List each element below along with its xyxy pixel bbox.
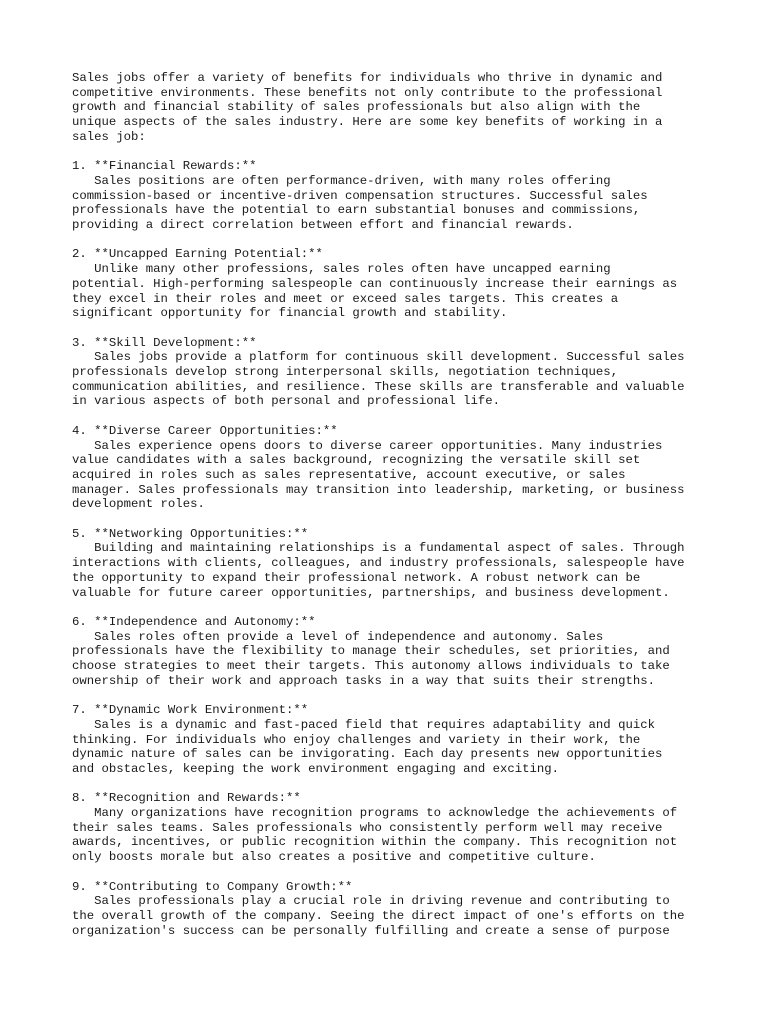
benefit-item-4 [72, 424, 732, 512]
benefit-line: Sales experience opens doors to diverse career opportunities. Many industries [72, 438, 663, 453]
benefit-line: Sales professionals play a crucial role in driving revenue and contributing to [72, 894, 670, 909]
benefit-heading: 5. **Networking Opportunities:** [72, 526, 309, 541]
intro-line: Sales jobs offer a variety of benefits for individuals who thrive in dynamic and [72, 71, 663, 85]
benefit-line: awards, incentives, or public recognition within the company. This recognition not [72, 835, 678, 850]
benefit-heading: 8. **Recognition and Rewards:** [72, 791, 301, 806]
intro-line: sales job: [72, 129, 146, 144]
benefit-heading: 1. **Financial Rewards:** [72, 159, 257, 174]
intro-line: competitive environments. These benefits not only contribute to the professional [72, 85, 663, 100]
benefit-line: valuable for future career opportunities, partnerships, and business development. [72, 585, 670, 600]
benefit-item-3 [72, 336, 732, 410]
intro-paragraph [72, 71, 732, 145]
benefit-line: professionals have the flexibility to manage their schedules, set priorities, and [72, 644, 670, 659]
benefit-line: communication abilities, and resilience. These skills are transferable and valuable [72, 379, 685, 394]
benefit-line: their sales teams. Sales professionals who consistently perform well may receive [72, 820, 663, 835]
benefit-line: they excel in their roles and meet or exceed sales targets. This creates a [72, 291, 619, 306]
benefit-line: Sales positions are often performance-driven, with many roles offering [72, 173, 611, 188]
benefit-heading: 9. **Contributing to Company Growth:** [72, 879, 353, 894]
benefit-line: Sales is a dynamic and fast-paced field that requires adaptability and quick [72, 717, 655, 732]
benefit-heading: 4. **Diverse Career Opportunities:** [72, 423, 338, 438]
benefit-item-9 [72, 880, 732, 939]
benefit-line: dynamic nature of sales can be invigorating. Each day presents new opportunities [72, 747, 663, 762]
benefit-line: Sales jobs provide a platform for continuous skill development. Successful sales [72, 350, 685, 365]
benefit-line: professionals develop strong interpersonal skills, negotiation techniques, [72, 365, 619, 380]
intro-line: unique aspects of the sales industry. Here are some key benefits of working in a [72, 115, 663, 130]
benefit-line: providing a direct correlation between effort and financial rewards. [72, 218, 574, 233]
benefit-line: only boosts morale but also creates a positive and competitive culture. [72, 850, 596, 865]
benefit-line: potential. High-performing salespeople can continuously increase their earnings as [72, 276, 678, 291]
benefit-line: development roles. [72, 497, 205, 512]
benefit-line: thinking. For individuals who enjoy challenges and variety in their work, the [72, 732, 641, 747]
benefit-heading: 6. **Independence and Autonomy:** [72, 614, 316, 629]
benefit-line: and obstacles, keeping the work environment engaging and exciting. [72, 761, 560, 776]
benefit-item-6 [72, 615, 732, 689]
benefit-line: ownership of their work and approach tasks in a way that suits their strengths. [72, 673, 655, 688]
benefit-line: significant opportunity for financial growth and stability. [72, 306, 508, 321]
benefit-line: Unlike many other professions, sales roles often have uncapped earning [72, 262, 611, 277]
benefit-item-1 [72, 159, 732, 233]
benefit-heading: 3. **Skill Development:** [72, 335, 257, 350]
benefit-line: interactions with clients, colleagues, and industry professionals, salespeople have [72, 556, 685, 571]
benefit-line: in various aspects of both personal and professional life. [72, 394, 501, 409]
benefit-line: professionals have the potential to earn substantial bonuses and commissions, [72, 203, 641, 218]
benefit-item-5 [72, 527, 732, 601]
benefit-heading: 2. **Uncapped Earning Potential:** [72, 247, 323, 262]
benefit-line: Sales roles often provide a level of independence and autonomy. Sales [72, 629, 604, 644]
benefit-item-7 [72, 703, 732, 777]
benefit-line: choose strategies to meet their targets. This autonomy allows individuals to take [72, 659, 670, 674]
benefit-line: value candidates with a sales background, recognizing the versatile skill set [72, 453, 641, 468]
intro-line: growth and financial stability of sales professionals but also align with the [72, 100, 641, 115]
benefit-line: Many organizations have recognition programs to acknowledge the achievements of [72, 806, 678, 821]
document-page [72, 71, 732, 953]
benefit-line: commission-based or incentive-driven compensation structures. Successful sales [72, 188, 648, 203]
benefit-line: the overall growth of the company. Seeing the direct impact of one's efforts on the [72, 908, 685, 923]
benefit-line: organization's success can be personally fulfilling and create a sense of purpose [72, 923, 670, 938]
benefit-line: Building and maintaining relationships is a fundamental aspect of sales. Through [72, 541, 685, 556]
benefit-item-2 [72, 247, 732, 321]
benefit-line: manager. Sales professionals may transition into leadership, marketing, or business [72, 482, 685, 497]
benefit-item-8 [72, 791, 732, 865]
benefit-heading: 7. **Dynamic Work Environment:** [72, 703, 309, 718]
benefit-line: acquired in roles such as sales representative, account executive, or sales [72, 467, 626, 482]
benefit-line: the opportunity to expand their professional network. A robust network can be [72, 570, 641, 585]
